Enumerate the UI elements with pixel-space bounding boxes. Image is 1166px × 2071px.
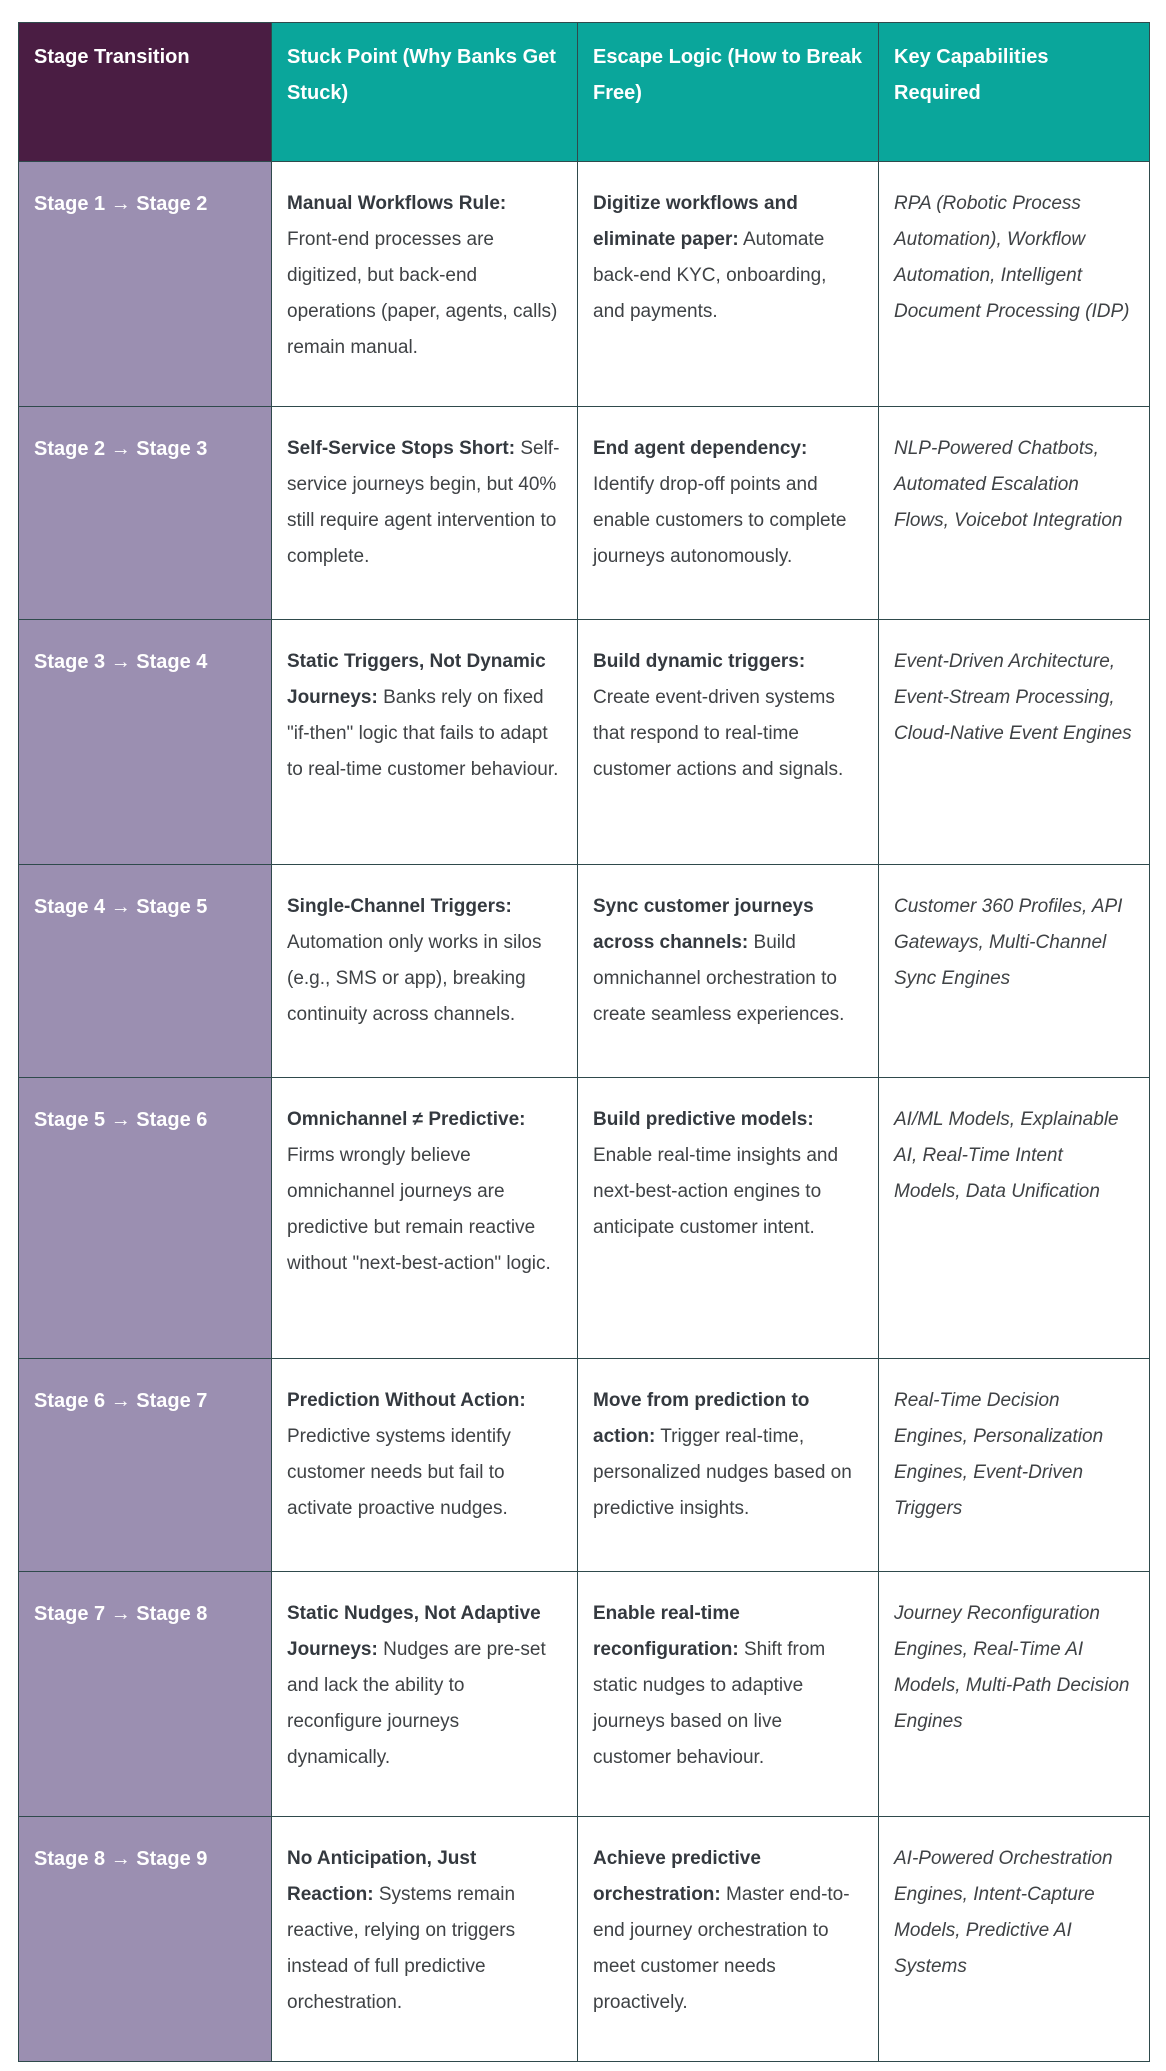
- stuck-point-cell: [272, 162, 578, 407]
- capabilities-cell: AI/ML Models, Explainable AI, Real-Time Intent Models, Data Unification: [879, 1078, 1150, 1359]
- capabilities-cell: Customer 360 Profiles, API Gateways, Multi-Channel Sync Engines: [879, 865, 1150, 1078]
- escape-logic-title: Move from prediction to action:: [593, 1390, 810, 1447]
- escape-logic-text: Master end-to-end journey orchestration to meet customer needs proactively.: [593, 1884, 850, 2013]
- stuck-point-cell: [272, 865, 578, 1078]
- stuck-point-text: Nudges are pre-set and lack the ability to reconfigure journeys dynamically.: [287, 1639, 546, 1768]
- stuck-point-text: Front-end processes are digitized, but back-end operations (paper, agents, calls) remain manual.: [287, 229, 558, 358]
- stuck-point-title: Static Nudges, Not Adaptive Journeys:: [287, 1603, 541, 1660]
- escape-logic-text: Create event-driven systems that respond to real-time customer actions and signals.: [593, 687, 844, 780]
- stuck-point-text: Systems remain reactive, relying on triggers instead of full predictive orchestration.: [287, 1884, 516, 2013]
- capabilities-cell: Real-Time Decision Engines, Personalization Engines, Event-Driven Triggers: [879, 1359, 1150, 1572]
- escape-logic-text: Build omnichannel orchestration to create seamless experiences.: [593, 932, 845, 1025]
- escape-logic-title: Digitize workflows and eliminate paper:: [593, 193, 798, 250]
- escape-logic-text: Enable real-time insights and next-best-action engines to anticipate customer intent.: [593, 1145, 839, 1238]
- escape-logic-cell: [578, 1359, 879, 1572]
- stuck-point-text: Banks rely on fixed "if-then" logic that fails to adapt to real-time customer behaviour.: [287, 687, 559, 780]
- capabilities-cell: Journey Reconfiguration Engines, Real-Time AI Models, Multi-Path Decision Engines: [879, 1572, 1150, 1817]
- stage-cell: Stage 2 → Stage 3: [19, 407, 272, 620]
- table-row: [19, 1359, 1150, 1572]
- stuck-point-text: Self-service journeys begin, but 40% still require agent intervention to complete.: [287, 438, 560, 567]
- escape-logic-cell: [578, 1078, 879, 1359]
- stage-transition-table: [18, 22, 1150, 2062]
- capabilities-cell: NLP-Powered Chatbots, Automated Escalation Flows, Voicebot Integration: [879, 407, 1150, 620]
- table-row: [19, 620, 1150, 865]
- stuck-point-title: Static Triggers, Not Dynamic Journeys:: [287, 651, 546, 708]
- stage-cell: Stage 8 → Stage 9: [19, 1817, 272, 2062]
- table-row: [19, 865, 1150, 1078]
- header-row: [19, 23, 1150, 162]
- capabilities-cell: AI-Powered Orchestration Engines, Intent-Capture Models, Predictive AI Systems: [879, 1817, 1150, 2062]
- capabilities-cell: Event-Driven Architecture, Event-Stream Processing, Cloud-Native Event Engines: [879, 620, 1150, 865]
- escape-logic-text: Automate back-end KYC, onboarding, and payments.: [593, 229, 827, 322]
- stage-cell: Stage 5 → Stage 6: [19, 1078, 272, 1359]
- header-key-capabilities: Key Capabilities Required: [879, 23, 1150, 162]
- escape-logic-cell: [578, 162, 879, 407]
- stuck-point-title: Omnichannel ≠ Predictive:: [287, 1109, 526, 1130]
- escape-logic-text: Identify drop-off points and enable customers to complete journeys autonomously.: [593, 474, 847, 567]
- stage-cell: Stage 6 → Stage 7: [19, 1359, 272, 1572]
- table-row: [19, 1572, 1150, 1817]
- escape-logic-title: Sync customer journeys across channels:: [593, 896, 814, 953]
- stuck-point-title: Prediction Without Action:: [287, 1390, 526, 1411]
- stage-cell: Stage 4 → Stage 5: [19, 865, 272, 1078]
- stuck-point-cell: [272, 1572, 578, 1817]
- table-row: [19, 1817, 1150, 2062]
- escape-logic-title: Enable real-time reconfiguration:: [593, 1603, 740, 1660]
- escape-logic-title: Build predictive models:: [593, 1109, 814, 1130]
- stuck-point-cell: [272, 1817, 578, 2062]
- stuck-point-title: Single-Channel Triggers:: [287, 896, 512, 917]
- escape-logic-cell: [578, 1572, 879, 1817]
- escape-logic-text: Trigger real-time, personalized nudges based on predictive insights.: [593, 1426, 852, 1519]
- capabilities-cell: RPA (Robotic Process Automation), Workflow Automation, Intelligent Document Processing (IDP): [879, 162, 1150, 407]
- header-stuck-point: Stuck Point (Why Banks Get Stuck): [272, 23, 578, 162]
- stage-cell: Stage 1 → Stage 2: [19, 162, 272, 407]
- stuck-point-title: No Anticipation, Just Reaction:: [287, 1848, 477, 1905]
- escape-logic-cell: [578, 407, 879, 620]
- table-row: [19, 1078, 1150, 1359]
- stage-cell: Stage 7 → Stage 8: [19, 1572, 272, 1817]
- stuck-point-cell: [272, 1359, 578, 1572]
- stuck-point-text: Predictive systems identify customer needs but fail to activate proactive nudges.: [287, 1426, 511, 1519]
- stuck-point-title: Self-Service Stops Short:: [287, 438, 516, 459]
- escape-logic-title: Achieve predictive orchestration:: [593, 1848, 761, 1905]
- stuck-point-cell: [272, 1078, 578, 1359]
- table-row: [19, 162, 1150, 407]
- stuck-point-text: Automation only works in silos (e.g., SMS or app), breaking continuity across channels.: [287, 932, 542, 1025]
- escape-logic-cell: [578, 865, 879, 1078]
- header-escape-logic: Escape Logic (How to Break Free): [578, 23, 879, 162]
- stuck-point-cell: [272, 620, 578, 865]
- stuck-point-title: Manual Workflows Rule:: [287, 193, 507, 214]
- stage-cell: Stage 3 → Stage 4: [19, 620, 272, 865]
- header-stage-transition: Stage Transition: [19, 23, 272, 162]
- escape-logic-title: Build dynamic triggers:: [593, 651, 806, 672]
- stuck-point-text: Firms wrongly believe omnichannel journeys are predictive but remain reactive without "next-best-action" logic.: [287, 1145, 551, 1274]
- escape-logic-title: End agent dependency:: [593, 438, 808, 459]
- stuck-point-cell: [272, 407, 578, 620]
- escape-logic-cell: [578, 620, 879, 865]
- escape-logic-text: Shift from static nudges to adaptive journeys based on live customer behaviour.: [593, 1639, 826, 1768]
- table-row: [19, 407, 1150, 620]
- escape-logic-cell: [578, 1817, 879, 2062]
